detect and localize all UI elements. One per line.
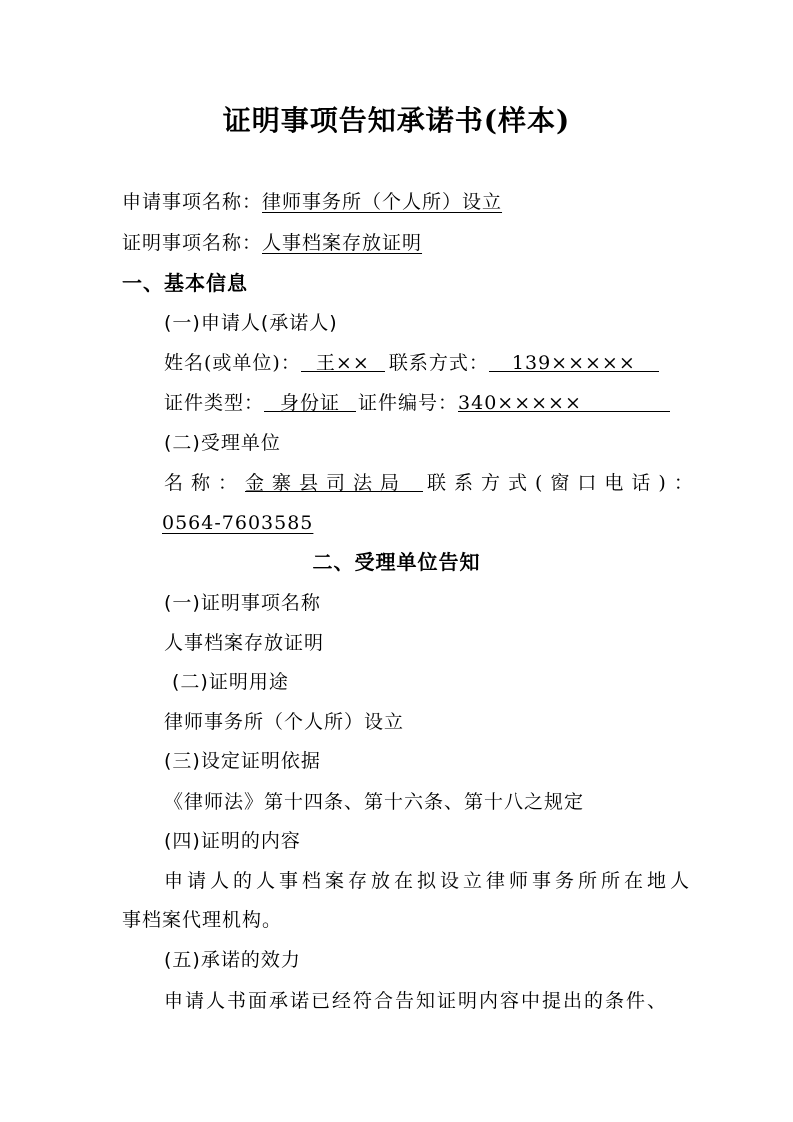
office-contact-label: 联系方式(窗口电话)： <box>427 472 701 494</box>
application-item-label: 申请事项名称： <box>122 191 263 213</box>
applicant-id-type-value: 身份证 <box>264 391 356 412</box>
application-item-value: 律师事务所（个人所）设立 <box>262 191 503 213</box>
office-name-row <box>164 471 701 495</box>
document-title: 证明事项告知承诺书(样本) <box>222 104 571 137</box>
applicant-name-row <box>164 351 659 375</box>
notice-item-4-text-line1: 申请人的人事档案存放在拟设立律师事务所所在地人 <box>164 870 694 892</box>
applicant-id-type-label: 证件类型： <box>164 392 265 414</box>
notice-item-5-heading: (五)承诺的效力 <box>164 949 301 971</box>
section-notice-heading: 二、受理单位告知 <box>312 550 481 574</box>
notice-item-4-text-line2: 事档案代理机构。 <box>122 909 283 931</box>
office-heading: (二)受理单位 <box>164 432 281 454</box>
notice-item-3-text: 《律师法》第十四条、第十六条、第十八之规定 <box>164 791 585 813</box>
notice-item-2-heading: (二)证明用途 <box>172 671 289 693</box>
office-name-value: 金寨县司法局 <box>245 471 423 492</box>
notice-item-3-heading: (三)设定证明依据 <box>164 750 321 772</box>
applicant-id-number-label: 证件编号： <box>358 392 459 414</box>
notice-item-4-heading: (四)证明的内容 <box>164 830 301 852</box>
notice-item-5-text-line1: 申请人书面承诺已经符合告知证明内容中提出的条件、 <box>164 990 669 1012</box>
certificate-item-value: 人事档案存放证明 <box>262 232 423 254</box>
certificate-item-row <box>122 231 422 255</box>
applicant-contact-label: 联系方式： <box>388 352 489 374</box>
certificate-item-label: 证明事项名称： <box>122 232 263 254</box>
applicant-contact-value: 139××××× <box>489 351 659 372</box>
notice-item-1-heading: (一)证明事项名称 <box>164 592 321 614</box>
application-item-row <box>122 190 502 214</box>
section-basic-info-heading: 一、基本信息 <box>122 271 248 295</box>
applicant-name-label: 姓名(或单位)： <box>164 352 301 374</box>
applicant-name-value: 王×× <box>301 351 385 372</box>
office-phone: 0564-7603585 <box>162 512 314 534</box>
notice-item-1-text: 人事档案存放证明 <box>164 632 325 654</box>
applicant-heading: (一)申请人(承诺人) <box>164 312 338 334</box>
notice-item-2-text: 律师事务所（个人所）设立 <box>164 711 405 733</box>
applicant-id-number-value: 340××××× <box>458 391 670 412</box>
applicant-id-row <box>164 391 670 415</box>
office-name-label: 名称： <box>164 472 246 494</box>
